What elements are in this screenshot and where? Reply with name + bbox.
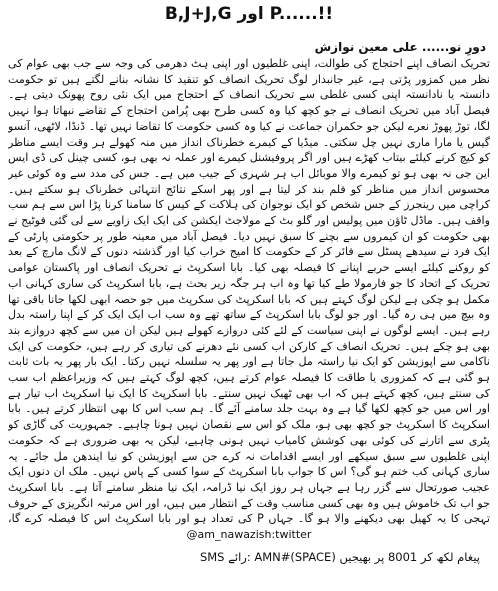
sms-feedback-line: SMS رائے: AMN#(SPACE) پیغام لکھ کر 8001 پر بھیجیں (199, 550, 480, 564)
column-body (8, 56, 490, 526)
twitter-handle: @am_nawazish:twitter (186, 528, 312, 541)
column-body-text: تحریک انصاف اپنے احتجاج کی طوالت، اپنی غلطیوں اور اپنی ہٹ دھرمی کی وجہ سے جب بھی عوام کی نظر میں کمزور پڑتی ہے، غیر جانبدار لوگ تحریک انصاف کو تنقید کا نشانہ بنانے لگتے ہیں تو حکومت دانستہ یا نادانستہ اپنی کسی غلطی سے تحریک انصاف کے احتجاج میں ایک نئی روح پھونک دیتی ہے۔ فیصل آباد میں تحریک انصاف نے جو کچھ کیا وہ کسی طرح بھی پُرامن احتجاج کے تقاضے نبھاتا ہوا نہیں لگا، توڑ پھوڑ نعرے لیکن جو حکمران جماعت نے کیا وہ کسی حکومت کا تقاضا نہیں تھا۔ ڈنڈا، لاٹھی، آنسو گیس یا مارا ماری نہیں چل سکتی۔ میڈیا کے کیمرے خطرناک انداز میں منہ کھولے ہر وقت ایسے مناظر کو کیچ کرنے کیلئے بیتاب کھڑے ہیں اور اگر پروفیشنل کیمرے اور عملہ نہ بھی ہو، کسی چینل کی ڈی ایس این جی نہ بھی ہو تو کیمرے والا موبائل اب ہر شہری کے جیب میں ہے۔ جس کی مدد سے وہ کوئی غیر محسوس انداز میں مناظر کو فلم بند کر لیتا ہے اور پھر اسکے نتائج انتہائی خطرناک ہو سکتے ہیں۔ کراچی میں رینجرز کے جس شخص کو ایک نوجوان کی ہلاکت کے کیس کا سامنا کرنا پڑا اس سے ہم سب واقف ہیں۔ ماڈل ٹاؤن میں پولیس اور گلو بٹ کے مولاجٹ ایکشن کی ایک ایک زاویے سے لی گئی فوٹیج نے بھی حکومت کو ان کیمروں سے بچنے کا سبق نہیں دیا۔ فیصل آباد میں معینہ طور پر حکومتی پارٹی کے ایک فرد نے سیدھے پسٹل سے فائر کر کے حکومت کا امیج خراب کیا اور گذشتہ دنوں کے لانگ مارچ کے بعد کو روکنے کیلئے ایسے حربے اپنانے کا فیصلہ بھی کیا۔ بابا اسکرپٹ نے تحریک انصاف اور پاکستان عوامی تحریک کے اتحاد کا جو فارمولا طے کیا تھا وہ اب ہر جگہ زیر بحث ہے، بابا اسکرپٹ کی ساری کہانی اب مکمل ہو چکی ہے لیکن لوگ کہتے ہیں کہ بابا اسکرپٹ کی سکرپٹ میں جو حصہ ابھی لکھا جانا باقی تھا وہ بیچ میں ہی رہ گیا۔ اور جو لوگ بابا اسکرپٹ کے ساتھ تھے وہ سب اب ایک ایک کر کے اپنا راستہ بدل رہے ہیں۔ ایسے لوگوں نے اپنی سیاست کے لئے کئی دروازے کھولے ہیں لیکن ان میں سے کچھ دروازے بند بھی ہو چکے ہیں۔ تحریک انصاف کے کارکن اب کسی نئے دھرنے کی تیاری کر رہے ہیں، حکومت کی ایک ناکامی سے اپوزیشن کو ایک نیا راستہ مل جاتا ہے اور پھر یہ سلسلہ نہیں رکتا۔ ایک بار پھر یہ بات ثابت ہو گئی ہے کہ کمزوری یا طاقت کا فیصلہ عوام کرتے ہیں، کچھ لوگ کہتے ہیں کہ وزیراعظم اب سب کی سنتے ہیں، کچھ کہتے ہیں کہ اب بھی ٹھیک نہیں سنتے۔ بابا اسکرپٹ کا ایک نیا اسکرپٹ اب تیار ہے اور اس میں جو کچھ لکھا گیا ہے وہ بہت جلد سامنے آئے گا۔ ہم سب اس کا بھی انتظار کرتے ہیں۔ بابا اسکرپٹ کا اسکرپٹ جو کچھ بھی ہو، ملک کو اس سے نقصان نہیں ہونا چاہیے۔ جمہوریت کی گاڑی کو پٹری سے اتارنے کی کوئی بھی کوشش کامیاب نہیں ہونی چاہیے، لیکن یہ بھی ضروری ہے کہ حکومت اپنی غلطیوں سے سبق سیکھے اور ایسے اقدامات نہ کرے جن سے اپوزیشن کو نیا ایندھن مل جائے۔ یہ ساری کہانی کب ختم ہو گی؟ اس کا جواب بابا اسکرپٹ کے سوا کسی کے پاس نہیں۔ ملک ان دنوں ایک عجیب صورتحال سے گزر رہا ہے جہاں ہر روز ایک نیا ڈرامہ، ایک نیا منظر سامنے آتا ہے۔ بابا اسکرپٹ جو اب تک خاموش ہیں وہ بھی کسی مناسب وقت کے انتظار میں ہیں، اور اس مرتبہ انگریزی کے حروف تہجی کا یہ کھیل بھی دیکھنے والا ہو گا۔ جہاں P کی تعداد ہو اور بابا اسکرپٹ اس کا فیصلہ کرے گا، (8, 57, 490, 526)
column-byline: دورِ نو...... علی معین نوازش (314, 40, 486, 54)
column-title: B,J+J,G اور P......!! (164, 4, 334, 24)
